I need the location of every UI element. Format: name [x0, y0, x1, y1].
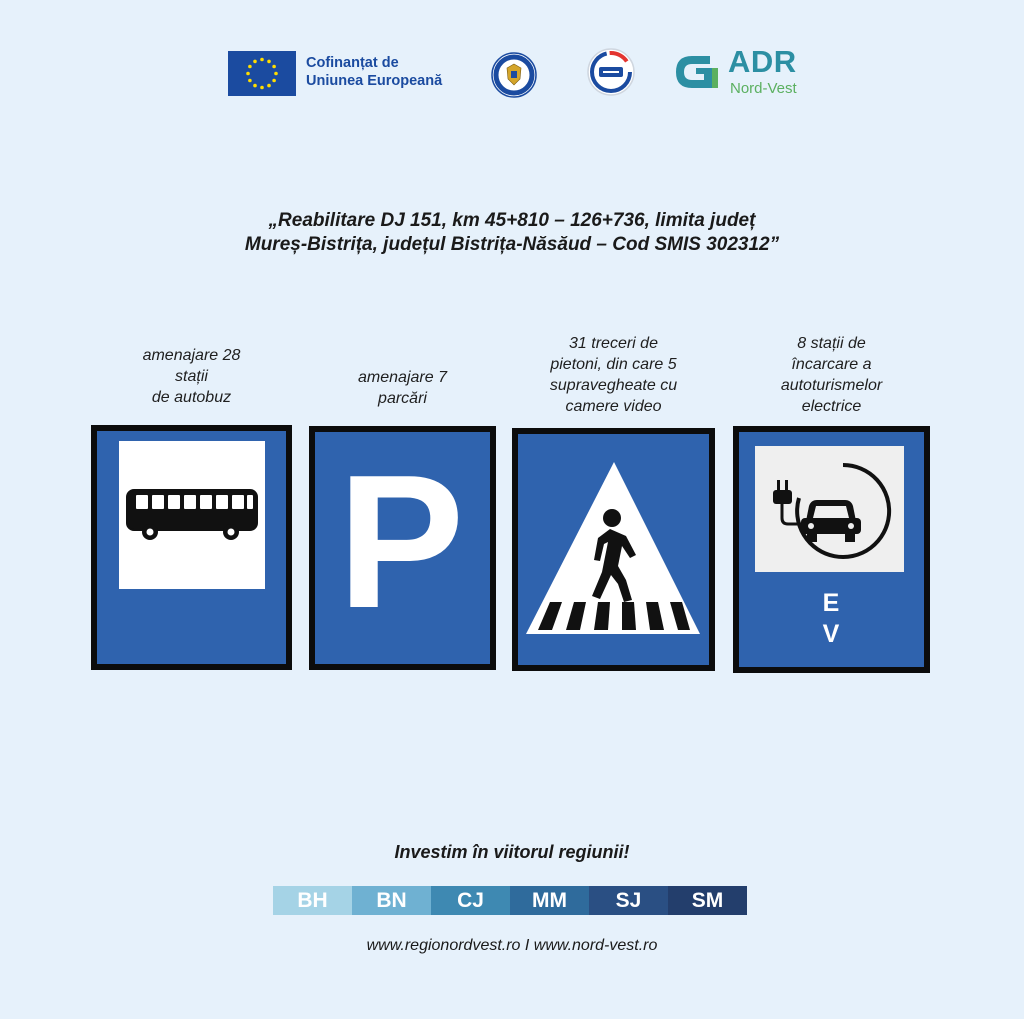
slogan: Investim în viitorul regiunii! [394, 842, 630, 862]
eu-cofinancing-text [306, 54, 442, 90]
caption-line: 31 treceri de [569, 335, 658, 352]
pedestrian-crossing-sign-icon [512, 428, 715, 671]
ev-car-icon [755, 446, 904, 572]
eu-line2: Uniunea Europeană [306, 73, 443, 89]
ev-letters [739, 588, 924, 650]
adr-logo-icon [670, 50, 722, 96]
caption-line: camere video [565, 398, 662, 415]
bus-icon [119, 441, 265, 589]
caption-line: stații [175, 368, 208, 385]
caption-crossings [512, 333, 715, 417]
caption-line: electrice [801, 398, 862, 415]
project-title [100, 209, 924, 257]
caption-line: încarcare a [791, 356, 872, 373]
county-cj: CJ [431, 886, 510, 915]
caption-line: autoturismelor [780, 377, 883, 394]
ev-sign-panel [755, 446, 904, 572]
caption-line: amenajare 7 [358, 369, 447, 386]
county-bh: BH [273, 886, 352, 915]
bus-sign-panel [119, 441, 265, 589]
project-title-line1: „Reabilitare DJ 151, km 45+810 – 126+736, limita județ [268, 210, 756, 231]
adr-title: ADR [728, 44, 797, 79]
project-title-line2: Mureș-Bistrița, județul Bistrița-Năsăud – Cod SMIS 302312” [244, 234, 780, 255]
caption-line: supravegheate cu [549, 377, 678, 394]
ev-letter-v: V [822, 620, 841, 648]
caption-line: 8 stații de [797, 335, 866, 352]
eu-flag-icon [228, 51, 296, 96]
caption-line: pietoni, din care 5 [550, 356, 677, 373]
caption-line: parcări [378, 390, 427, 407]
bus-stop-sign-icon [91, 425, 292, 670]
caption-parking [309, 367, 496, 409]
caption-ev-stations [733, 333, 930, 417]
footer-websites: www.regionordvest.ro I www.nord-vest.ro [366, 937, 658, 954]
adr-subtitle: Nord-Vest [730, 80, 797, 97]
caption-line: de autobuz [151, 389, 232, 406]
regio-logo-icon [586, 47, 636, 97]
parking-sign-icon [309, 426, 496, 670]
county-sj: SJ [589, 886, 668, 915]
caption-line: amenajare 28 [142, 347, 241, 364]
ev-charging-sign-icon [733, 426, 930, 673]
county-sm: SM [668, 886, 747, 915]
county-mm: MM [510, 886, 589, 915]
romanian-government-logo-icon [491, 52, 537, 98]
county-bar [273, 886, 747, 915]
county-bn: BN [352, 886, 431, 915]
eu-line1: Cofinanțat de [306, 55, 399, 71]
caption-bus-stops [91, 345, 292, 408]
parking-letter: P [337, 436, 465, 648]
ev-letter-e: E [822, 589, 841, 617]
